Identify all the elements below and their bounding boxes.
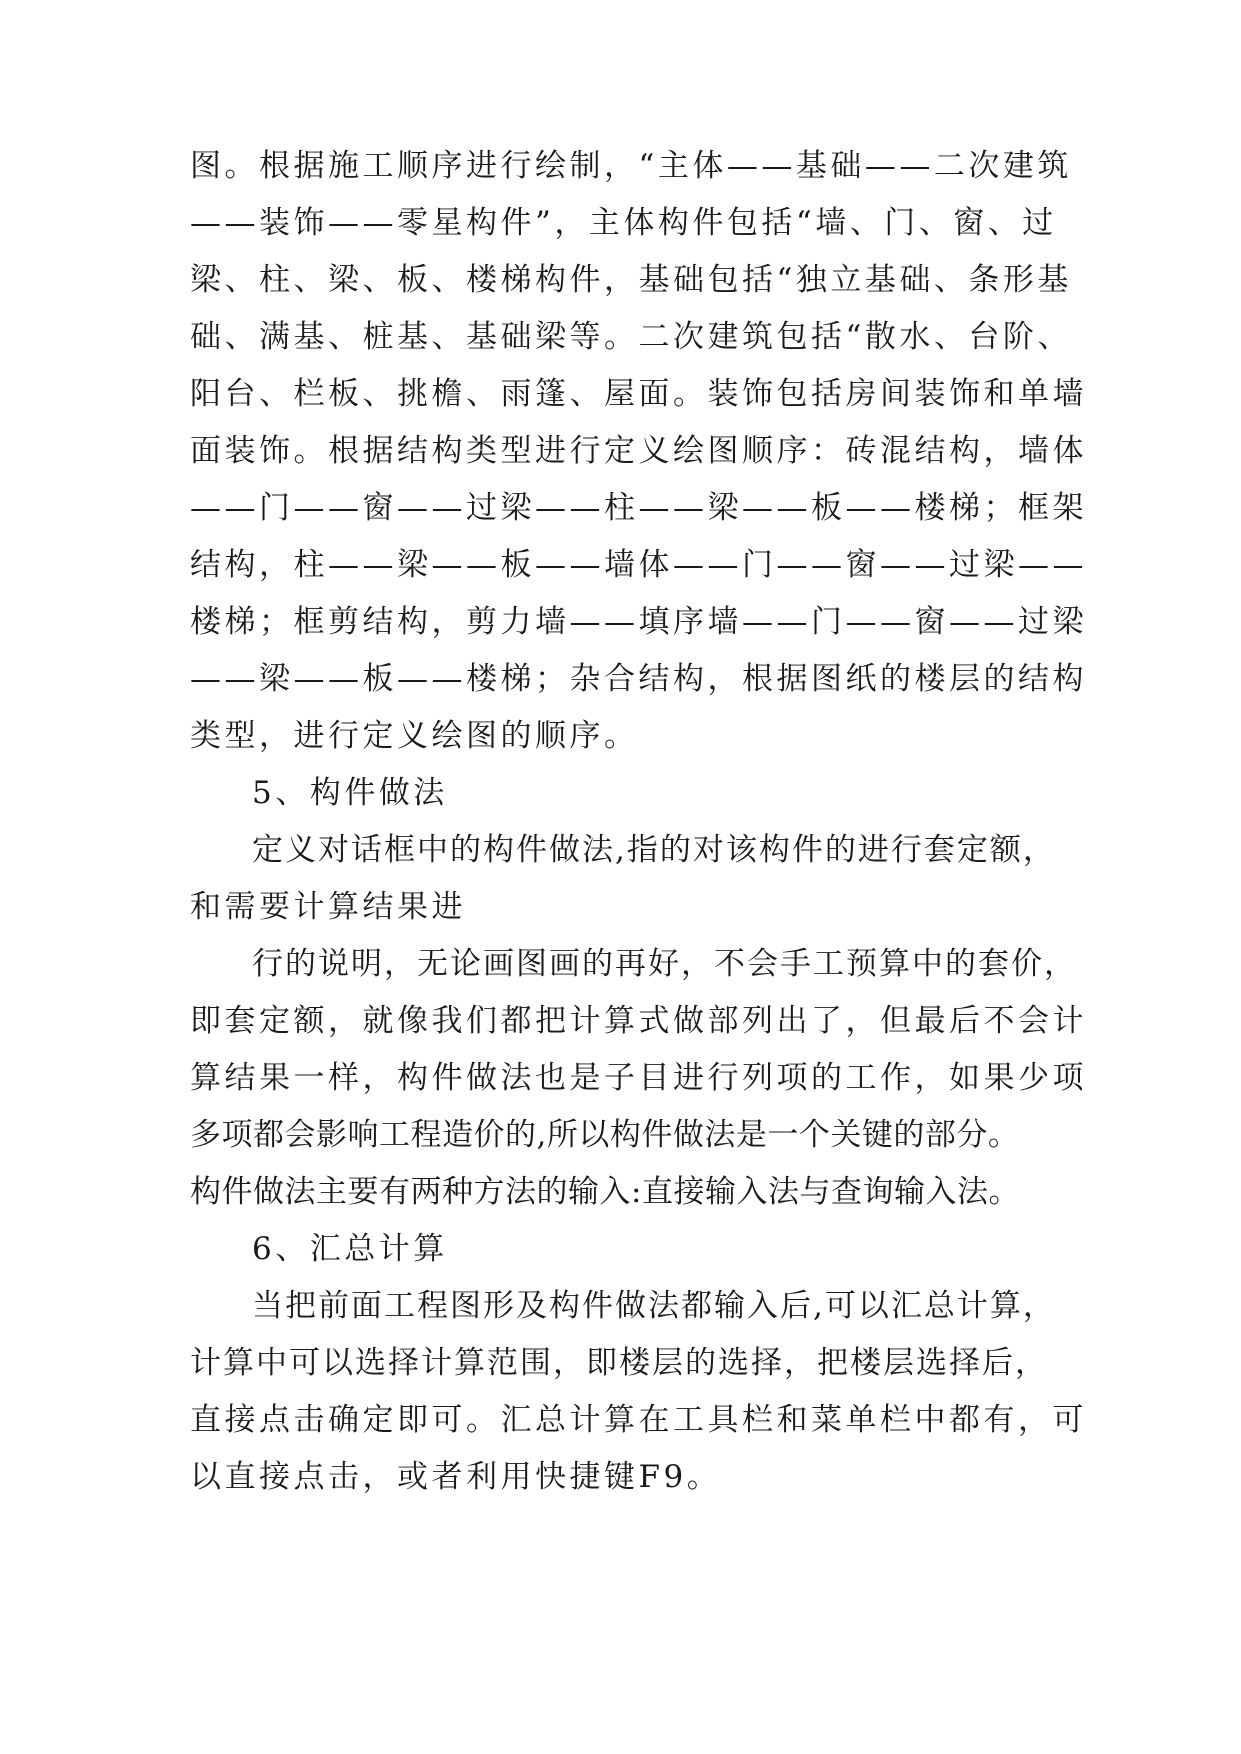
paragraph-line: 和需要计算结果进 (190, 889, 466, 925)
paragraph-line: 图。根据施工顺序进行绘制，“主体——基础——二次建筑 (190, 148, 1072, 184)
paragraph-line: 定义对话框中的构件做法,指的对该构件的进行套定额， (252, 832, 1056, 868)
paragraph-line: ——梁——板——楼梯；杂合结构，根据图纸的楼层的结构 (190, 661, 1087, 697)
paragraph-line: 阳台、栏板、挑檐、雨篷、屋面。装饰包括房间装饰和单墙 (190, 376, 1087, 412)
section-heading: 6、汇总计算 (252, 1231, 448, 1267)
paragraph-line: ——装饰——零星构件”，主体构件包括“墙、门、窗、过 (190, 205, 1057, 241)
paragraph-line: 结构，柱——梁——板——墙体——门——窗——过梁—— (190, 547, 1087, 583)
paragraph-line: 楼梯；框剪结构，剪力墙——填序墙——门——窗——过梁 (190, 604, 1087, 640)
paragraph-line: 面装饰。根据结构类型进行定义绘图顺序：砖混结构，墙体 (190, 433, 1087, 469)
section-heading: 5、构件做法 (252, 775, 448, 811)
paragraph-line: 以直接点击，或者利用快捷键F9。 (190, 1459, 722, 1495)
paragraph-line: 础、满基、桩基、基础梁等。二次建筑包括“散水、台阶、 (190, 319, 1072, 355)
paragraph-line: 行的说明，无论画图画的再好，不会手工预算中的套价， (252, 946, 1077, 982)
paragraph-line: 算结果一样，构件做法也是子目进行列项的工作，如果少项 (190, 1060, 1087, 1096)
paragraph-line: 当把前面工程图形及构件做法都输入后,可以汇总计算， (252, 1288, 1056, 1324)
paragraph-line: 即套定额，就像我们都把计算式做部列出了，但最后不会计 (190, 1003, 1087, 1039)
paragraph-line: 多项都会影响工程造价的,所以构件做法是一个关键的部分。 (190, 1117, 1020, 1153)
paragraph-line: 计算中可以选择计算范围，即楼层的选择，把楼层选择后， (190, 1345, 1048, 1381)
paragraph-line: 类型，进行定义绘图的顺序。 (190, 718, 639, 754)
paragraph-line: 构件做法主要有两种方法的输入:直接输入法与查询输入法。 (190, 1174, 1020, 1210)
paragraph-line: 直接点击确定即可。汇总计算在工具栏和菜单栏中都有，可 (190, 1402, 1087, 1438)
paragraph-line: ——门——窗——过梁——柱——梁——板——楼梯；框架 (190, 490, 1087, 526)
paragraph-line: 梁、柱、梁、板、楼梯构件，基础包括“独立基础、条形基 (190, 262, 1072, 298)
